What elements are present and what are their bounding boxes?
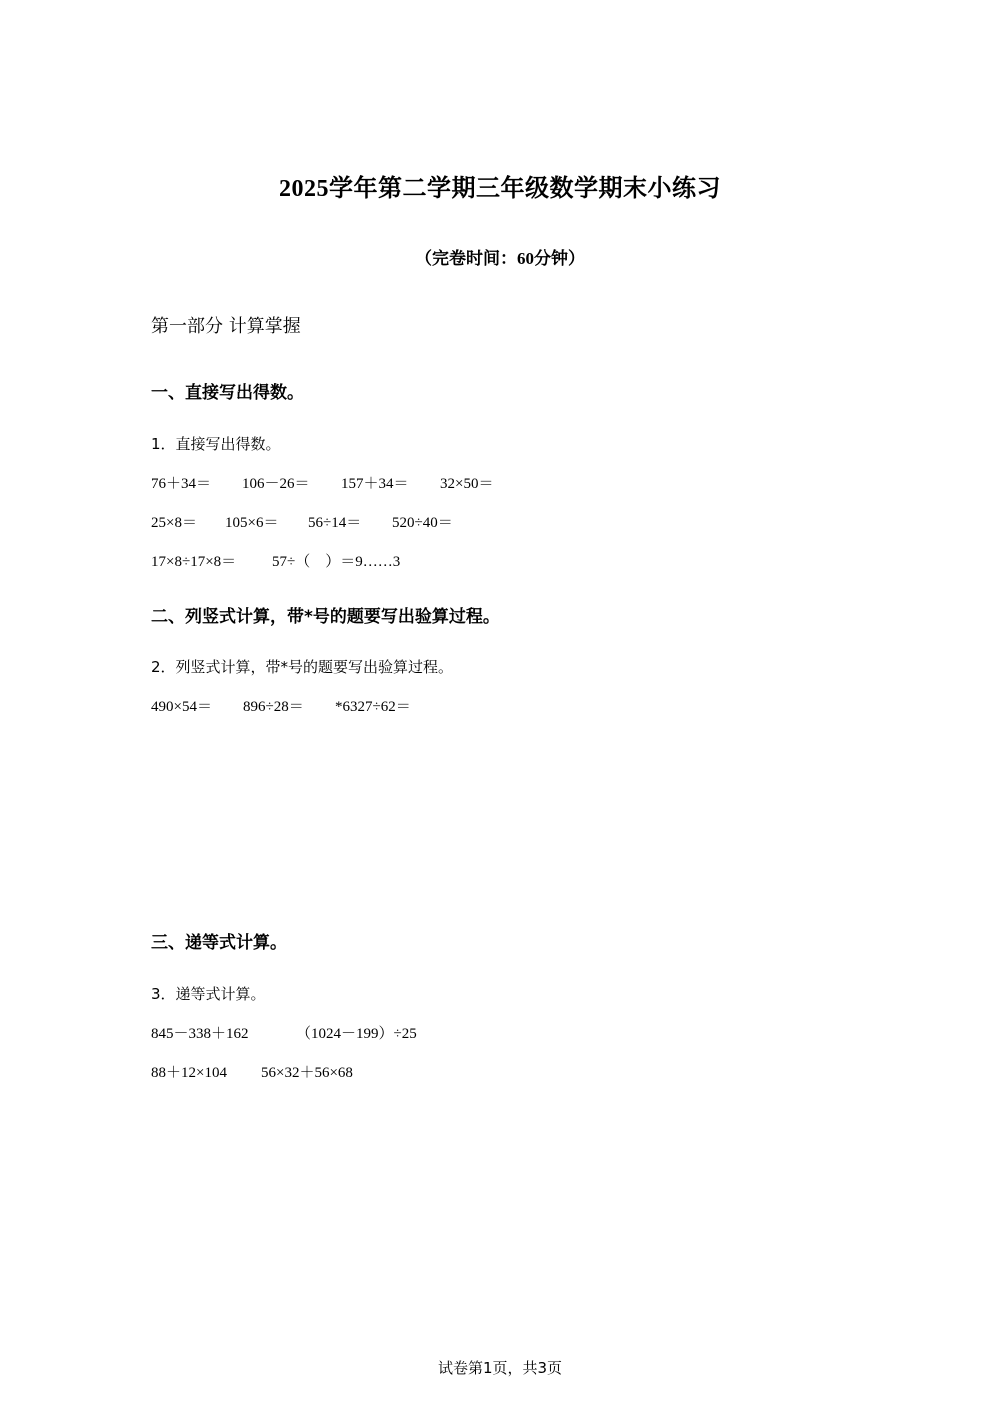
question-2: 2．列竖式计算，带*号的题要写出验算过程。	[151, 658, 454, 676]
problem: 56÷14＝	[308, 515, 362, 531]
problem: 17×8÷17×8＝	[151, 554, 237, 570]
part-heading: 第一部分 计算掌握	[151, 316, 301, 337]
problem: 106－26＝	[242, 476, 310, 492]
page-footer: 试卷第1页，共3页	[437, 1359, 563, 1377]
problem: 25×8＝	[151, 515, 197, 531]
problem: 896÷28＝	[243, 699, 304, 715]
page-title: 2025学年第二学期三年级数学期末小练习	[279, 176, 721, 202]
problem: *6327÷62＝	[335, 699, 411, 715]
problem: 520÷40＝	[392, 515, 453, 531]
problem: 88＋12×104	[151, 1065, 227, 1081]
problem: 76＋34＝	[151, 476, 212, 492]
problem-row	[151, 472, 493, 493]
problem: 157＋34＝	[341, 476, 409, 492]
problem: 490×54＝	[151, 699, 212, 715]
question-1: 1．直接写出得数。	[151, 435, 281, 453]
section-heading-2: 二、列竖式计算，带*号的题要写出验算过程。	[151, 607, 500, 627]
problem: 56×32＋56×68	[261, 1065, 353, 1081]
problem: 32×50＝	[440, 476, 494, 492]
section-heading-1: 一、直接写出得数。	[151, 383, 304, 403]
problem: 105×6＝	[225, 515, 279, 531]
problem-row	[151, 511, 453, 532]
problem-row	[151, 695, 411, 716]
section-heading-3: 三、递等式计算。	[151, 933, 287, 953]
question-3: 3．递等式计算。	[151, 985, 266, 1003]
problem-row	[151, 1022, 417, 1043]
problem-row	[151, 550, 400, 571]
exam-duration: （完卷时间：60分钟）	[415, 249, 585, 268]
problem: 845－338＋162	[151, 1026, 249, 1042]
problem-row	[151, 1061, 353, 1082]
problem: （1024－199）÷25	[296, 1026, 417, 1042]
problem: 57÷（ ）＝9……3	[272, 554, 401, 570]
